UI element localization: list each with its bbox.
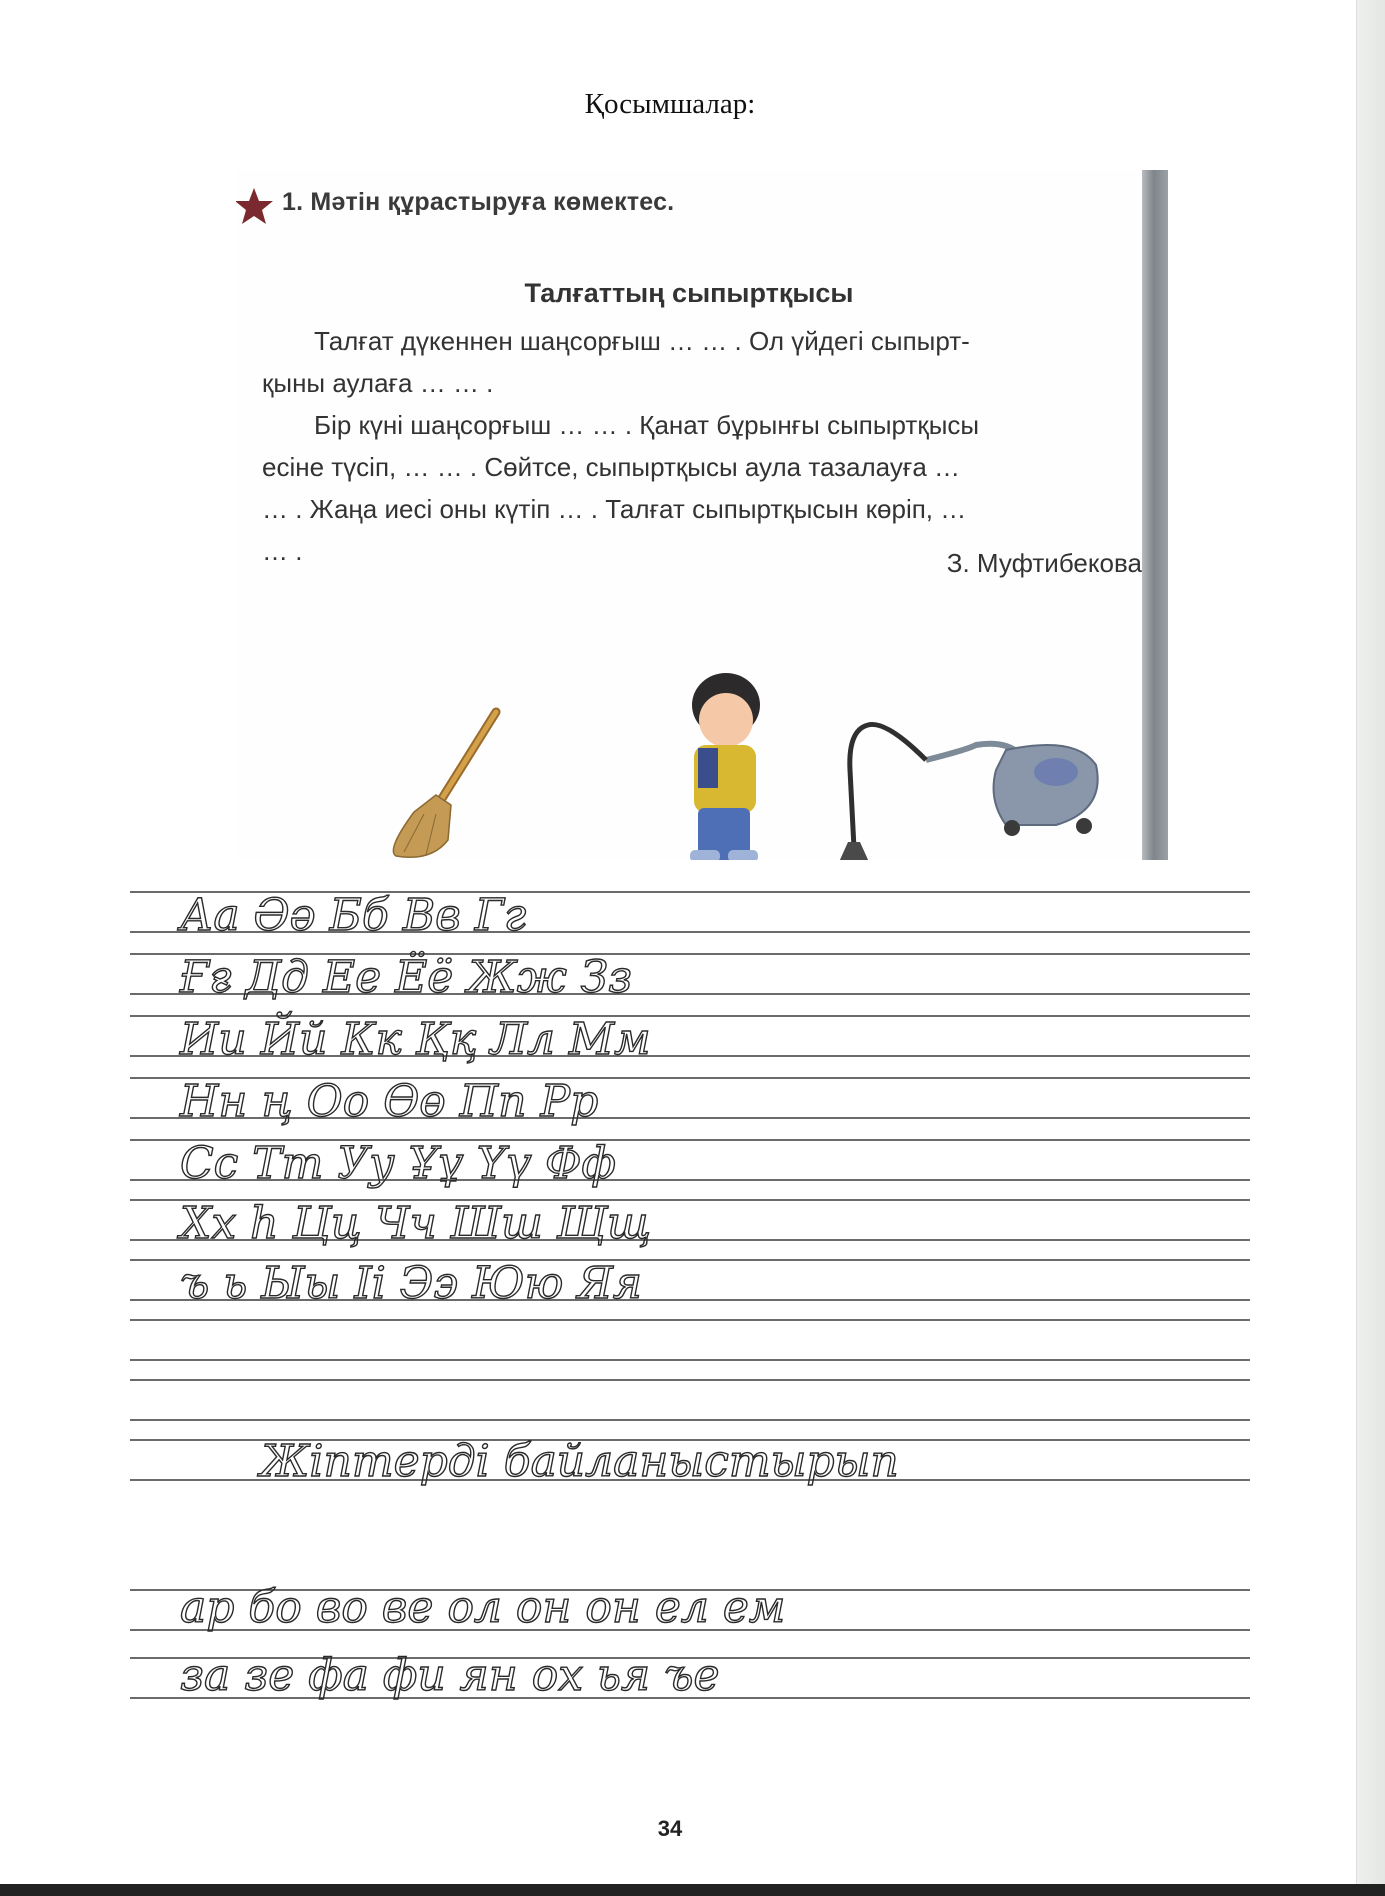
- story-title: Талғаттың сыпыртқысы: [524, 278, 854, 308]
- alphabet-row: Хх һ Цц Чч Шш Щщ: [180, 1198, 652, 1249]
- alphabet-row: Ғғ Дд Ее Ёё Жж Зз: [180, 952, 633, 1003]
- story-line: Бір күні шаңсорғыш … … . Қанат бұрынғы сыпыртқысы: [314, 410, 980, 440]
- alphabet-row: Нн ң Оо Өө Пп Рр: [180, 1076, 599, 1127]
- page-edge: [1356, 0, 1385, 1896]
- page-title: Қосымшалар:: [584, 88, 756, 120]
- syllable-row: ар бо во ве ол он он ел ем: [180, 1582, 786, 1633]
- story-text: [262, 320, 1142, 572]
- page-number: 34: [657, 1816, 683, 1841]
- scan-bottom-edge: [0, 1884, 1385, 1896]
- syllable-row: за зе фа фи ян ох ья ъе: [180, 1650, 720, 1701]
- alphabet-row: ъ ь Ыы Іі Ээ Юю Яя: [180, 1258, 642, 1309]
- broom-icon: [393, 712, 496, 857]
- book-spine-shadow: [1142, 170, 1168, 860]
- story-line: Талғат дүкеннен шаңсорғыш … … . Ол үйдегі сыпырт-: [314, 326, 970, 356]
- joining-heading: Жіптерді байланыстырып: [260, 1436, 899, 1487]
- alphabet-row: Аа Әә Бб Вв Гг: [180, 890, 527, 941]
- story-line: … .: [262, 536, 303, 566]
- vacuum-cleaner-icon: [839, 724, 1098, 860]
- illustrations: [236, 600, 1142, 860]
- story-line: қыны аулаға … … .: [262, 368, 494, 398]
- boy-illustration: [690, 673, 760, 860]
- textbook-excerpt: [236, 170, 1168, 860]
- alphabet-row: Ии Йй Кк Ққ Лл Мм: [180, 1014, 651, 1065]
- alphabet-row: Сс Тт Уу Ұұ Үү Фф: [180, 1138, 616, 1189]
- story-line: есіне түсіп, … … . Сөйтсе, сыпыртқысы аула тазалауға …: [262, 452, 961, 482]
- handwriting-practice: [120, 880, 1260, 1740]
- task-instruction: 1. Мәтін құрастыруға көмектес.: [282, 188, 675, 216]
- story-line: … . Жаңа иесі оны күтіп … . Талғат сыпыртқысын көріп, …: [262, 494, 967, 524]
- story-author: З. Муфтибекова: [946, 548, 1142, 578]
